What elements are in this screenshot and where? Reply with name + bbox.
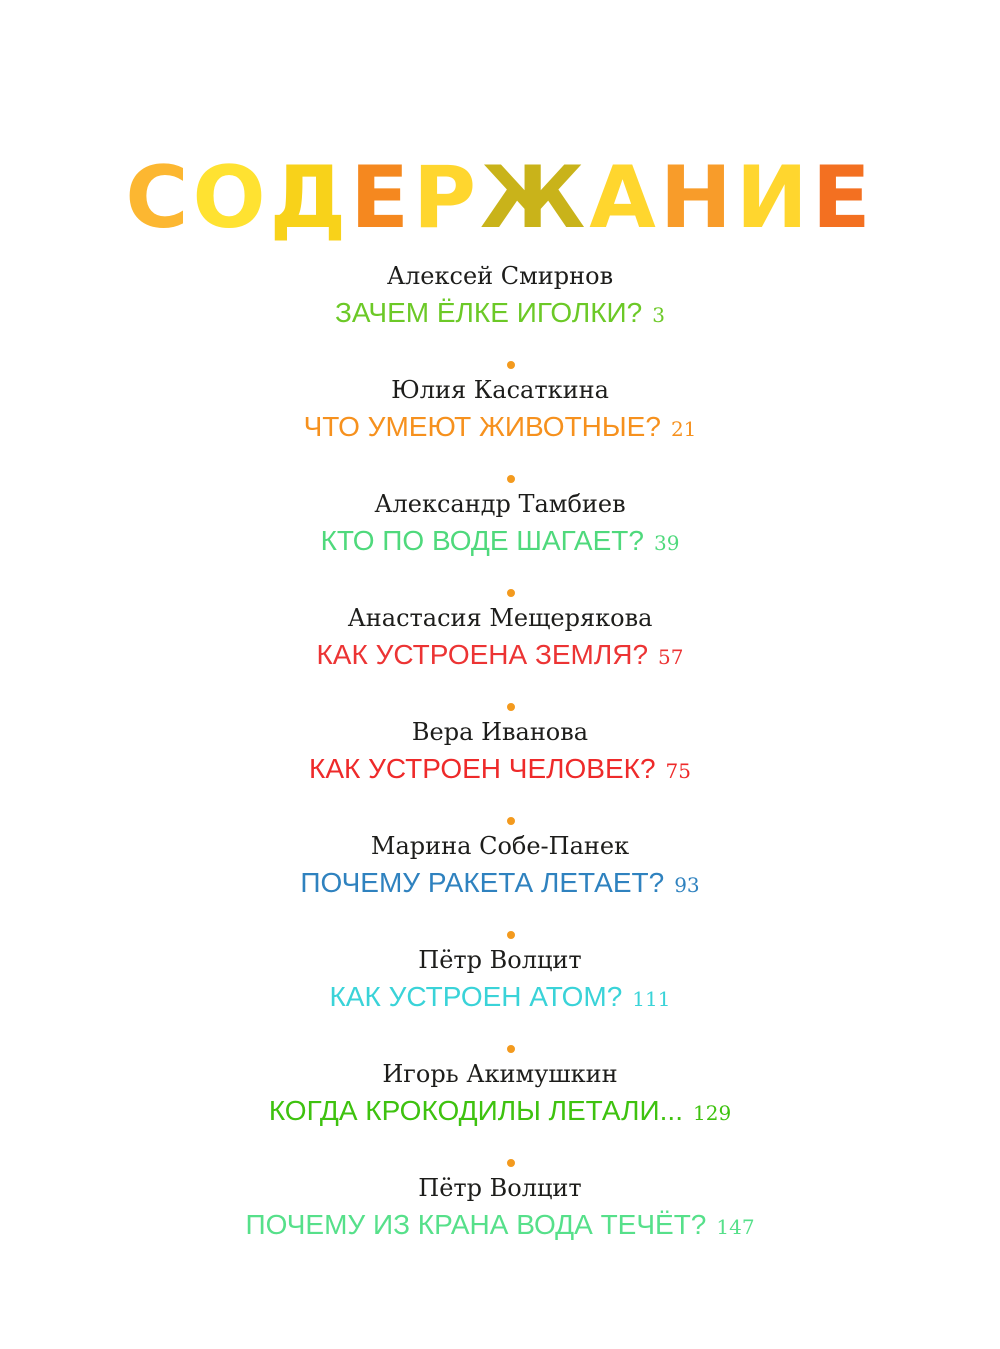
story-line <box>0 293 1000 333</box>
separator-dot <box>507 1159 515 1167</box>
title-letter: С <box>125 148 193 248</box>
story-title: КТО ПО ВОДЕ ШАГАЕТ? <box>320 525 644 556</box>
author-name: Юлия Касаткина <box>391 376 609 404</box>
title-letter: О <box>192 148 270 248</box>
separator-dot <box>507 589 515 597</box>
title-letter: Ж <box>480 148 590 248</box>
story-title: ПОЧЕМУ ИЗ КРАНА ВОДА ТЕЧЁТ? <box>245 1209 707 1240</box>
story-title: КАК УСТРОЕН АТОМ? <box>329 981 623 1012</box>
separator-dot <box>507 931 515 939</box>
story-title: ЗАЧЕМ ЁЛКЕ ИГОЛКИ? <box>335 297 643 328</box>
author-name: Игорь Акимушкин <box>382 1060 618 1088</box>
toc-entry[interactable] <box>0 259 1000 373</box>
story-line <box>0 1091 1000 1131</box>
title-letter: Р <box>412 148 481 248</box>
story-title: ПОЧЕМУ РАКЕТА ЛЕТАЕТ? <box>300 867 665 898</box>
author-name: Алексей Смирнов <box>386 262 614 290</box>
title-letter: Е <box>811 148 875 248</box>
page-title <box>0 150 1000 246</box>
toc-entry[interactable] <box>0 601 1000 715</box>
author-name: Пётр Волцит <box>418 946 582 974</box>
story-line <box>0 1205 1000 1245</box>
separator-dot <box>507 361 515 369</box>
separator-dot <box>507 475 515 483</box>
toc-entry[interactable] <box>0 1171 1000 1285</box>
separator-dot <box>507 1045 515 1053</box>
story-title: КАК УСТРОЕНА ЗЕМЛЯ? <box>316 639 649 670</box>
author-name: Анастасия Мещерякова <box>347 604 653 632</box>
story-line <box>0 977 1000 1017</box>
author-name: Пётр Волцит <box>418 1174 582 1202</box>
author-name: Марина Собе-Панек <box>370 832 630 860</box>
story-line <box>0 863 1000 903</box>
table-of-contents <box>0 259 1000 1285</box>
story-line <box>0 407 1000 447</box>
story-line <box>0 521 1000 561</box>
page-number: 21 <box>670 417 697 441</box>
page-number: 39 <box>653 531 680 555</box>
author-name: Вера Иванова <box>411 718 589 746</box>
page-number: 147 <box>716 1215 755 1239</box>
story-line <box>0 635 1000 675</box>
page-number: 129 <box>693 1101 732 1125</box>
separator-dot <box>507 703 515 711</box>
story-line <box>0 749 1000 789</box>
title-letter: И <box>735 148 812 248</box>
title-letter: Н <box>659 148 736 248</box>
page-number: 57 <box>658 645 684 669</box>
title-letter: Е <box>350 148 413 248</box>
toc-entry[interactable] <box>0 1057 1000 1171</box>
separator-dot <box>507 817 515 825</box>
author-name: Александр Тамбиев <box>374 490 626 518</box>
toc-entry[interactable] <box>0 715 1000 829</box>
title-letter: А <box>589 148 660 248</box>
story-title: КАК УСТРОЕН ЧЕЛОВЕК? <box>309 753 656 784</box>
toc-entry[interactable] <box>0 487 1000 601</box>
title-letter: Д <box>269 148 351 248</box>
page-number: 111 <box>632 987 671 1011</box>
toc-entry[interactable] <box>0 943 1000 1057</box>
page-number: 93 <box>674 873 700 897</box>
story-title: КОГДА КРОКОДИЛЫ ЛЕТАЛИ... <box>268 1095 683 1126</box>
toc-entry[interactable] <box>0 829 1000 943</box>
story-title: ЧТО УМЕЮТ ЖИВОТНЫЕ? <box>303 411 661 442</box>
page-number: 75 <box>665 759 691 783</box>
toc-entry[interactable] <box>0 373 1000 487</box>
page-number: 3 <box>652 303 665 327</box>
